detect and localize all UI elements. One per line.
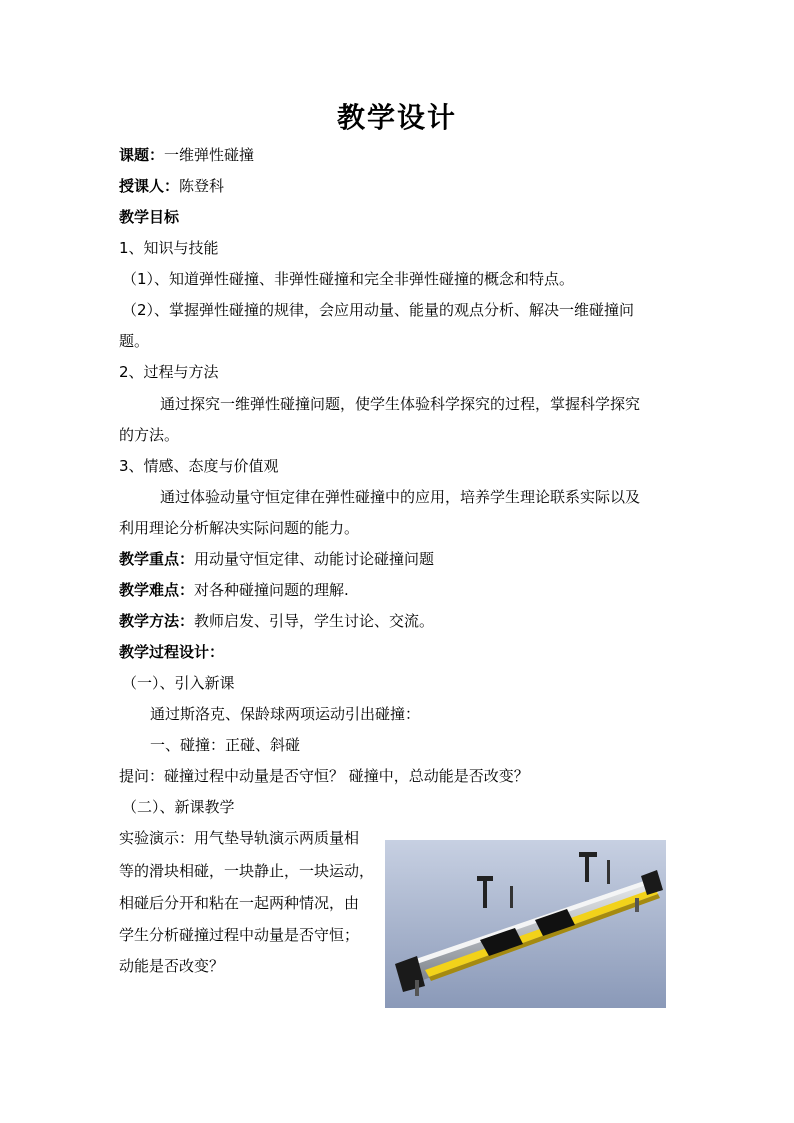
goal3-heading: 3、情感、态度与价值观	[119, 457, 279, 475]
goal3-text-line1: 通过体验动量守恒定律在弹性碰撞中的应用，培养学生理论联系实际以及	[160, 488, 641, 506]
goal2-heading: 2、过程与方法	[119, 363, 219, 381]
teacher-line	[119, 176, 224, 196]
clamp-a	[510, 886, 513, 908]
section1-heading: （一）、引入新课	[122, 674, 235, 692]
topic-value: 一维弹性碰撞	[164, 146, 255, 164]
air-track-illustration	[385, 840, 666, 1008]
method-line	[119, 611, 434, 631]
goals-heading: 教学目标	[119, 208, 180, 226]
exp-line1: 实验演示：用气垫导轨演示两质量相	[119, 829, 360, 847]
teacher-label: 授课人：	[119, 177, 180, 195]
goal3-text-line2: 利用理论分析解决实际问题的能力。	[119, 519, 360, 537]
clamp-b	[607, 860, 610, 884]
photogate-right-top	[579, 852, 597, 857]
photogate-left	[483, 878, 487, 908]
method-label: 教学方法：	[119, 612, 195, 630]
section1-sub: 一、碰撞：正碰、斜碰	[150, 736, 301, 754]
key-point-label: 教学重点：	[119, 550, 195, 568]
goal1-item2-line1: （2）、掌握弹性碰撞的规律，会应用动量、能量的观点分析、解决一维碰撞问	[122, 301, 635, 319]
exp-line2: 等的滑块相碰，一块静止，一块运动，	[119, 862, 375, 880]
topic-line	[119, 145, 254, 165]
section1-text: 通过斯洛克、保龄球两项运动引出碰撞：	[150, 705, 421, 723]
key-point-value: 用动量守恒定律、动能讨论碰撞问题	[194, 550, 435, 568]
section2-heading: （二）、新课教学	[122, 798, 235, 816]
exp-line5: 动能是否改变？	[119, 957, 225, 975]
goal2-text-line2: 的方法。	[119, 426, 180, 444]
photogate-left-top	[477, 876, 493, 881]
process-heading: 教学过程设计：	[119, 643, 225, 661]
difficulty-line	[119, 580, 349, 600]
goal1-item1: （1）、知道弹性碰撞、非弹性碰撞和完全非弹性碰撞的概念和特点。	[122, 270, 575, 288]
teacher-value: 陈登科	[179, 177, 225, 195]
leg-right	[635, 898, 639, 912]
air-track-photo	[385, 840, 666, 1008]
difficulty-label: 教学难点：	[119, 581, 195, 599]
key-point-line	[119, 549, 434, 569]
difficulty-value: 对各种碰撞问题的理解.	[194, 581, 349, 599]
leg-left	[415, 980, 419, 996]
photogate-right	[585, 854, 589, 882]
doc-title: 教学设计	[336, 101, 457, 134]
method-value: 教师启发、引导，学生讨论、交流。	[194, 612, 435, 630]
topic-label: 课题：	[119, 146, 165, 164]
goal1-item2-line2: 题。	[119, 332, 150, 350]
goal1-heading: 1、知识与技能	[119, 239, 219, 257]
question-line: 提问：碰撞过程中动量是否守恒？ 碰撞中，总动能是否改变？	[119, 767, 529, 785]
exp-line3: 相碰后分开和粘在一起两种情况，由	[119, 894, 360, 912]
goal2-text-line1: 通过探究一维弹性碰撞问题，使学生体验科学探究的过程，掌握科学探究	[160, 395, 641, 413]
exp-line4: 学生分析碰撞过程中动量是否守恒；	[119, 926, 360, 944]
